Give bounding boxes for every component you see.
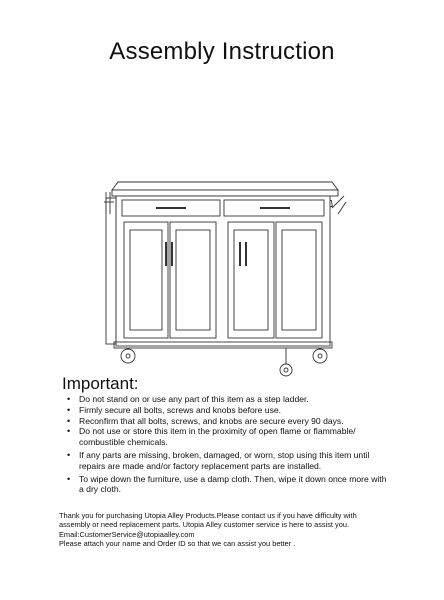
list-item: • To wipe down the furniture, use a damp cloth. Then, wipe it down once more with a dry cloth. [62,474,392,496]
list-item: • Reconfirm that all bolts, screws, and knobs are secure every 90 days. [62,416,392,427]
footer-email: Email:CustomerService@utopiaalley.com [59,529,195,539]
list-item: • Do not use or store this item in the proximity of open flame or flammable/ combustible chemicals. [62,426,392,448]
list-item: • If any parts are missing, broken, damaged, or worn, stop using this item until repairs are made and/or factory replacement parts are installed. [62,450,392,472]
footer-line: Thank you for purchasing Utopia Alley Products.Please contact us if you have difficulty with [59,511,357,520]
kitchen-cart-illustration [100,170,350,385]
customer-service-note [59,511,399,548]
list-item: • Firmly secure all bolts, screws and knobs before use. [62,405,392,416]
page-title: Assembly Instruction [109,38,335,65]
important-heading: Important: [62,374,139,393]
list-item: • Do not stand on or use any part of this item as a step ladder. [62,394,392,405]
footer-line: assembly or need replacement parts. Utopia Alley customer service is here to assist you. [59,520,350,530]
footer-line: Please attach your name and Order ID so that we can assist you better . [59,538,296,548]
important-list [62,394,392,495]
